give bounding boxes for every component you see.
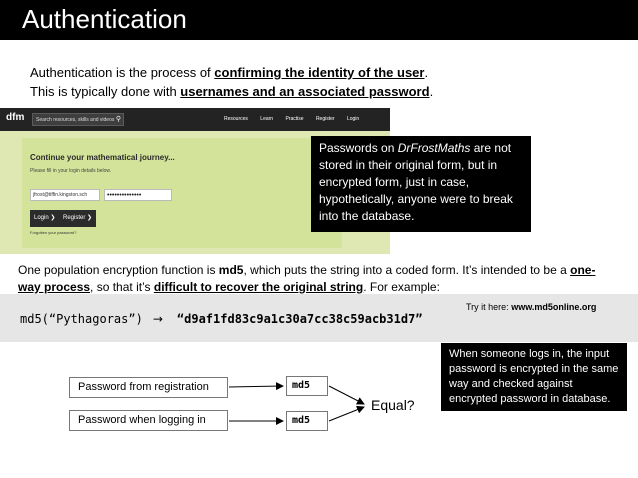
nav-link-register[interactable]: Register <box>315 116 335 122</box>
intro-text-part: . <box>424 65 429 80</box>
arrow-reg-to-md5 <box>229 386 283 387</box>
search-icon: ⚲ <box>115 116 121 123</box>
arrow-right-icon: → <box>152 312 163 326</box>
try-it-note <box>466 302 596 312</box>
site-search-input[interactable] <box>32 113 124 126</box>
callout-text: Passwords on <box>319 141 398 155</box>
para-emphasis: one-way process <box>18 263 596 294</box>
nav-link-login[interactable]: Login <box>346 116 360 122</box>
para-text: , so that it’s <box>90 280 154 294</box>
login-check-callout: When someone logs in, the input password is encrypted in the same way and checked against encrypted password in database. <box>441 343 627 411</box>
md5-example <box>20 312 423 326</box>
email-field[interactable]: jfrost@tiffin.kingston.sch <box>30 189 100 201</box>
intro-text <box>30 63 433 101</box>
site-nav-bar <box>0 108 390 131</box>
register-button[interactable]: Register ❯ <box>59 210 96 227</box>
md5online-link[interactable]: www.md5online.org <box>511 302 597 312</box>
intro-text-part: . <box>429 84 434 99</box>
site-logo: dfm <box>6 112 25 123</box>
site-nav-links <box>224 116 359 122</box>
md5-input: md5(“Pythagoras”) <box>20 312 143 326</box>
nav-link-learn[interactable]: Learn <box>260 116 274 122</box>
intro-emphasis: confirming the identity of the user <box>214 65 425 80</box>
para-emphasis: difficult to recover the original string <box>153 280 364 294</box>
login-heading: Continue your mathematical journey... <box>30 153 175 162</box>
arrow-md5b-to-equal <box>329 407 364 421</box>
nav-link-practise[interactable]: Practise <box>285 116 304 122</box>
intro-text-part: Authentication is the process of <box>30 65 215 80</box>
password-field[interactable]: •••••••••••••• <box>104 189 172 201</box>
callout-site-name: DrFrostMaths <box>397 141 471 155</box>
try-label: Try it here: <box>466 302 512 312</box>
site-search-placeholder: Search resources, skills and videos <box>36 117 115 123</box>
slide-title: Authentication <box>22 4 187 34</box>
para-emphasis: md5 <box>218 263 244 277</box>
nav-link-resources[interactable]: Resources <box>224 116 248 122</box>
login-button[interactable]: Login ❯ <box>30 210 59 227</box>
login-subheading: Please fill in your login details below. <box>30 168 112 174</box>
title-bar <box>0 0 638 40</box>
para-text: . For example: <box>363 280 440 294</box>
password-when-logging-in-box: Password when logging in <box>69 410 228 431</box>
md5-box-registration: md5 <box>286 376 328 396</box>
para-text: , which puts the string into a coded form. It’s intended to be a <box>243 263 571 277</box>
password-from-registration-box: Password from registration <box>69 377 228 398</box>
callout-text: are not stored in their original form, but in encrypted form, just in case, hypothetically, anyone were to break into the database. <box>319 141 513 223</box>
arrow-md5a-to-equal <box>329 386 364 404</box>
forgot-password-link[interactable]: Forgotten your password? <box>30 230 77 235</box>
password-storage-callout <box>311 136 531 232</box>
equal-question: Equal? <box>371 397 415 413</box>
intro-text-part: This is typically done with <box>30 84 181 99</box>
para-text: One population encryption function is <box>18 263 219 277</box>
intro-emphasis: usernames and an associated password <box>180 84 430 99</box>
md5-explanation <box>18 262 618 296</box>
md5-hash: “d9af1fd83c9a1c30a7cc38c59acb31d7” <box>176 312 423 326</box>
md5-box-login: md5 <box>286 411 328 431</box>
